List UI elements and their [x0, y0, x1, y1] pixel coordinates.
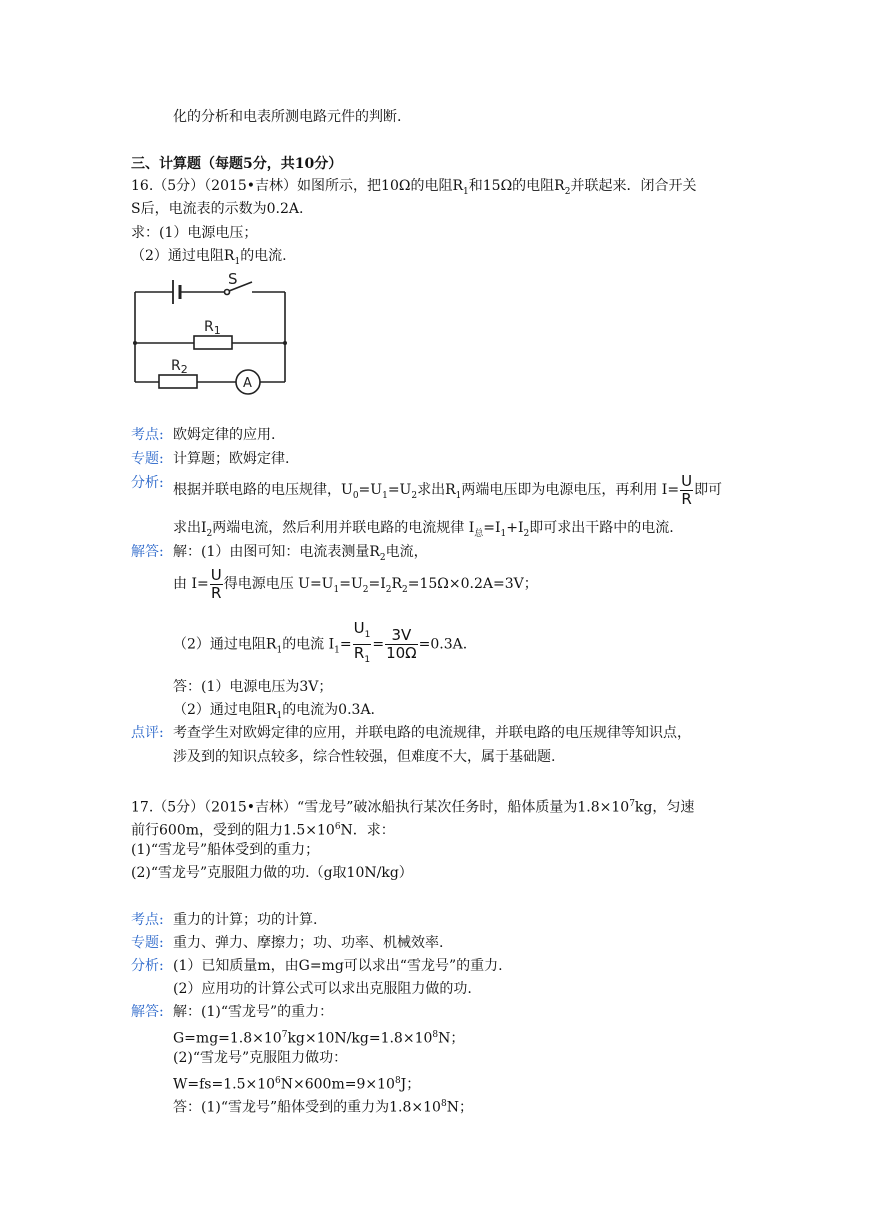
answer-17-line1: 答：(1)“雪龙号”船体受到的重力为$1.8\times 10^8N$； [173, 1099, 473, 1116]
zhuanti-17: 重力、弹力、摩擦力；功、功率、机械效率. [173, 935, 444, 951]
question-16-line4: （2）通过电阻$R_1$的电流. [131, 248, 287, 267]
label-kaodian: 考点: [131, 427, 164, 443]
label-dianping: 点评: [131, 725, 164, 741]
question-17-line1: 17.（5分）（2015•吉林）“雪龙号”破冰船执行某次任务时，船体质量为$1.8\times 10^7kg$，匀速 [131, 799, 695, 816]
circuit-diagram [128, 270, 293, 396]
answer-16-line1: 答：(1）电源电压为3V； [173, 679, 333, 695]
label-kaodian: 考点: [131, 912, 164, 928]
label-jieda: 解答: [131, 544, 164, 560]
jieda-17-line3: (2)“雪龙号”克服阻力做功： [173, 1050, 348, 1066]
fraction-u1-over-r1: $\frac{U_1}{R_1}$ [353, 619, 371, 665]
jieda-17-line1: 解：(1)“雪龙号”的重力： [173, 1004, 334, 1020]
r2-label: $R_2$ [171, 358, 188, 376]
question-16-line2: S后，电流表的示数为0.2A. [131, 201, 304, 217]
jieda-17-line2: $G=mg=1.8\times 10^7kg\times 10N/kg=1.8\times 10^8N$； [173, 1030, 465, 1047]
jieda-16-line2: 由 I= $\frac{U}{R}$ 得电源电压 $U=U_1=U_2=I_2R_2=15\Omega\times 0.2A=3V$； [173, 565, 538, 602]
question-17-line4: (2)“雪龙号”克服阻力做的功.（g取10N/kg） [131, 865, 413, 881]
fenxi-16-line2: 求出$I_2$两端电流，然后利用并联电路的电流规律 $I_总=I_1+I_2$即可求出干路中的电流. [173, 520, 674, 539]
dianping-16-line2: 涉及到的知识点较多，综合性较强，但难度不大，属于基础题. [173, 749, 556, 765]
fraction-u-over-r: $\frac{U}{R}$ [210, 565, 222, 602]
section-heading: 三、计算题（每题5分，共10分） [131, 156, 343, 172]
fraction-u-over-r: $\frac{U}{R}$ [681, 471, 693, 508]
ammeter-label: A [243, 376, 252, 391]
jieda-17-line4: $W=fs=1.5\times 10^6N\times 600m=9\times 10^8J$； [173, 1076, 421, 1093]
question-17-line2: 前行600m，受到的阻力$1.5\times 10^6N$．求： [131, 822, 395, 839]
question-16-line3: 求：(1）电源电压； [131, 225, 258, 241]
kaodian-16: 欧姆定律的应用. [173, 427, 276, 443]
fenxi-17-line1: (1）已知质量m，由G=mg可以求出“雪龙号”的重力. [173, 958, 503, 974]
jieda-16-line1: 解：(1）由图可知：电流表测量$R_2$电流， [173, 544, 428, 563]
label-jieda: 解答: [131, 1004, 164, 1020]
fenxi-17-line2: (2）应用功的计算公式可以求出克服阻力做的功. [173, 981, 472, 997]
text-line: 化的分析和电表所测电路元件的判断. [173, 109, 402, 125]
kaodian-17: 重力的计算；功的计算. [173, 912, 318, 928]
label-fenxi: 分析: [131, 958, 164, 974]
jieda-16-line3: （2）通过电阻$R_1$的电流 $I_1=$ $\frac{U_1}{R_1}$ = $\frac{3V}{10\Omega}$ =0.3A. [173, 620, 467, 669]
fenxi-16-line1: 根据并联电路的电压规律，$U_0=U_1=U_2$求出$R_1$两端电压即为电源电压，再利用 I= $\frac{U}{R}$ 即可 [173, 471, 723, 508]
label-zhuanti: 专题: [131, 935, 164, 951]
switch-label: S [228, 270, 238, 288]
r1-label: $R_1$ [204, 319, 221, 337]
question-16-line1: 16.（5分）（2015•吉林）如图所示，把10Ω的电阻$R_1$和15Ω的电阻$R_2$并联起来．闭合开关 [131, 178, 697, 197]
fraction-3v-over-10ohm: $\frac{3V}{10\Omega}$ [386, 626, 417, 662]
answer-16-line2: （2）通过电阻$R_1$的电流为0.3A. [173, 702, 376, 721]
question-17-line3: (1)“雪龙号”船体受到的重力； [131, 842, 320, 858]
zhuanti-16: 计算题；欧姆定律. [173, 451, 290, 467]
label-fenxi: 分析: [131, 475, 164, 491]
label-zhuanti: 专题: [131, 451, 164, 467]
dianping-16-line1: 考查学生对欧姆定律的应用，并联电路的电流规律，并联电路的电压规律等知识点， [173, 725, 691, 741]
